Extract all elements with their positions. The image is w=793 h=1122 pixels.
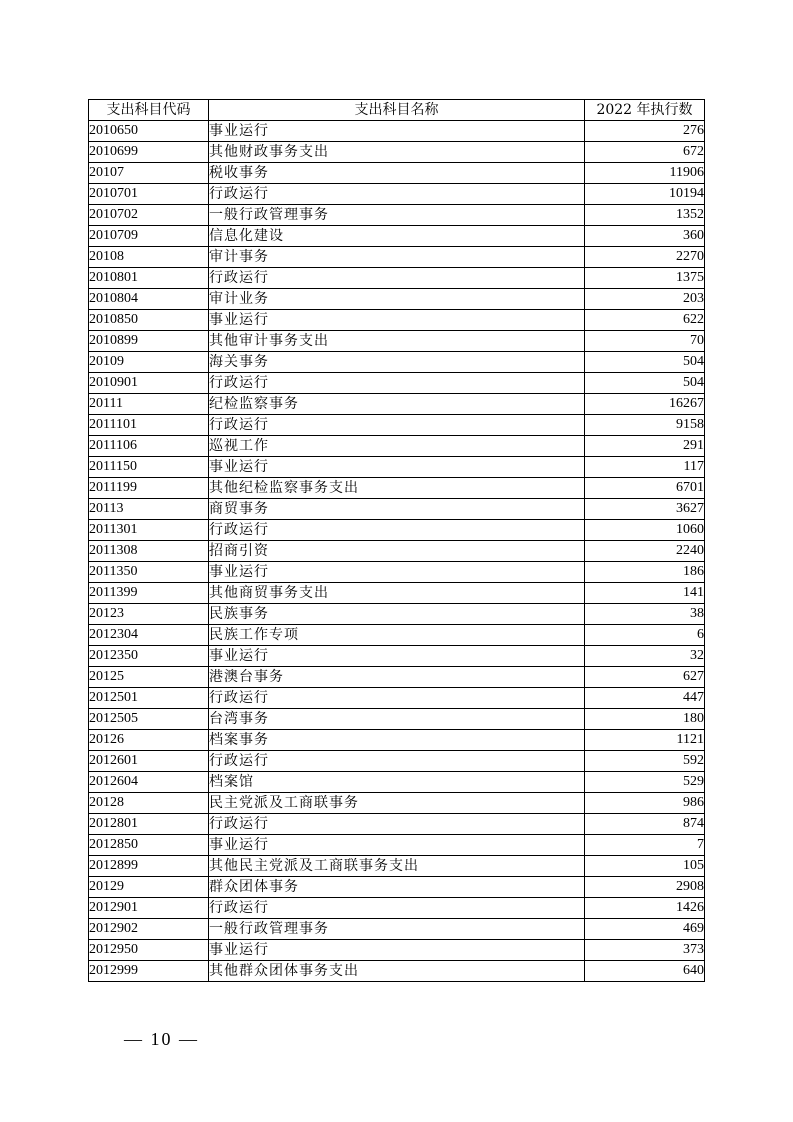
row-amount: 360 (585, 226, 705, 247)
row-code: 2010801 (89, 268, 209, 289)
table-row (89, 688, 705, 709)
table-row (89, 121, 705, 142)
table-row (89, 877, 705, 898)
row-name: 其他财政事务支出 (209, 142, 585, 163)
row-code: 2012850 (89, 835, 209, 856)
row-code: 20107 (89, 163, 209, 184)
row-amount: 11906 (585, 163, 705, 184)
row-amount: 373 (585, 940, 705, 961)
row-code: 2012950 (89, 940, 209, 961)
row-name: 税收事务 (209, 163, 585, 184)
row-amount: 1375 (585, 268, 705, 289)
table-row (89, 646, 705, 667)
row-code: 2012304 (89, 625, 209, 646)
row-amount: 3627 (585, 499, 705, 520)
row-code: 2012902 (89, 919, 209, 940)
row-amount: 117 (585, 457, 705, 478)
table-row (89, 940, 705, 961)
table-row (89, 793, 705, 814)
table-row (89, 562, 705, 583)
row-code: 2011101 (89, 415, 209, 436)
row-code: 20113 (89, 499, 209, 520)
table-row (89, 856, 705, 877)
row-amount: 1426 (585, 898, 705, 919)
row-amount: 10194 (585, 184, 705, 205)
row-code: 2010650 (89, 121, 209, 142)
row-name: 事业运行 (209, 562, 585, 583)
row-amount: 105 (585, 856, 705, 877)
row-amount: 6 (585, 625, 705, 646)
row-name: 审计事务 (209, 247, 585, 268)
row-code: 2012801 (89, 814, 209, 835)
row-code: 20125 (89, 667, 209, 688)
row-code: 2012604 (89, 772, 209, 793)
table-row (89, 772, 705, 793)
row-code: 2011350 (89, 562, 209, 583)
row-code: 2012999 (89, 961, 209, 982)
row-code: 2012501 (89, 688, 209, 709)
table-row (89, 814, 705, 835)
row-name: 行政运行 (209, 373, 585, 394)
row-amount: 504 (585, 373, 705, 394)
row-code: 2011150 (89, 457, 209, 478)
row-name: 其他纪检监察事务支出 (209, 478, 585, 499)
row-name: 行政运行 (209, 814, 585, 835)
table-row (89, 751, 705, 772)
row-amount: 203 (585, 289, 705, 310)
row-amount: 622 (585, 310, 705, 331)
row-amount: 9158 (585, 415, 705, 436)
table-row (89, 163, 705, 184)
row-name: 其他审计事务支出 (209, 331, 585, 352)
row-amount: 291 (585, 436, 705, 457)
table-row (89, 709, 705, 730)
row-code: 2012505 (89, 709, 209, 730)
table-row (89, 541, 705, 562)
row-amount: 874 (585, 814, 705, 835)
table-row (89, 520, 705, 541)
row-name: 一般行政管理事务 (209, 205, 585, 226)
row-amount: 592 (585, 751, 705, 772)
row-code: 2010850 (89, 310, 209, 331)
budget-table (88, 99, 705, 982)
row-name: 事业运行 (209, 835, 585, 856)
row-amount: 1352 (585, 205, 705, 226)
row-name: 其他群众团体事务支出 (209, 961, 585, 982)
row-code: 2010699 (89, 142, 209, 163)
row-code: 2011301 (89, 520, 209, 541)
row-name: 事业运行 (209, 121, 585, 142)
row-name: 海关事务 (209, 352, 585, 373)
row-name: 商贸事务 (209, 499, 585, 520)
table-row (89, 478, 705, 499)
page-number: — 10 — (124, 1029, 199, 1049)
row-name: 事业运行 (209, 310, 585, 331)
row-amount: 38 (585, 604, 705, 625)
row-name: 群众团体事务 (209, 877, 585, 898)
header-name: 支出科目名称 (209, 100, 585, 121)
row-amount: 447 (585, 688, 705, 709)
row-name: 档案馆 (209, 772, 585, 793)
table-row (89, 205, 705, 226)
table-row (89, 142, 705, 163)
table-row (89, 310, 705, 331)
row-amount: 1121 (585, 730, 705, 751)
row-amount: 529 (585, 772, 705, 793)
row-code: 2010901 (89, 373, 209, 394)
row-code: 2010702 (89, 205, 209, 226)
row-code: 20109 (89, 352, 209, 373)
row-name: 民族工作专项 (209, 625, 585, 646)
table-row (89, 730, 705, 751)
table-body (89, 121, 705, 982)
header-code: 支出科目代码 (89, 100, 209, 121)
row-code: 2010804 (89, 289, 209, 310)
table-row (89, 394, 705, 415)
row-amount: 672 (585, 142, 705, 163)
table-row (89, 289, 705, 310)
row-name: 一般行政管理事务 (209, 919, 585, 940)
table-row (89, 898, 705, 919)
row-amount: 7 (585, 835, 705, 856)
row-code: 2010709 (89, 226, 209, 247)
row-amount: 6701 (585, 478, 705, 499)
table-row (89, 226, 705, 247)
row-amount: 180 (585, 709, 705, 730)
row-code: 20111 (89, 394, 209, 415)
row-code: 20123 (89, 604, 209, 625)
row-name: 行政运行 (209, 415, 585, 436)
row-code: 2010701 (89, 184, 209, 205)
row-amount: 70 (585, 331, 705, 352)
table-row (89, 499, 705, 520)
row-code: 20129 (89, 877, 209, 898)
header-amount: 2022 年执行数 (585, 100, 705, 121)
row-name: 巡视工作 (209, 436, 585, 457)
row-amount: 469 (585, 919, 705, 940)
table-row (89, 352, 705, 373)
row-name: 档案事务 (209, 730, 585, 751)
row-name: 事业运行 (209, 646, 585, 667)
table-row (89, 457, 705, 478)
table-row (89, 184, 705, 205)
table-row (89, 604, 705, 625)
row-name: 民主党派及工商联事务 (209, 793, 585, 814)
row-name: 事业运行 (209, 940, 585, 961)
table-row (89, 919, 705, 940)
row-name: 信息化建设 (209, 226, 585, 247)
row-name: 招商引资 (209, 541, 585, 562)
table-row (89, 667, 705, 688)
row-code: 2011199 (89, 478, 209, 499)
row-name: 行政运行 (209, 688, 585, 709)
row-amount: 1060 (585, 520, 705, 541)
table-row (89, 961, 705, 982)
row-name: 其他商贸事务支出 (209, 583, 585, 604)
row-amount: 640 (585, 961, 705, 982)
row-amount: 141 (585, 583, 705, 604)
row-name: 其他民主党派及工商联事务支出 (209, 856, 585, 877)
row-code: 2012901 (89, 898, 209, 919)
row-amount: 2270 (585, 247, 705, 268)
row-code: 2012350 (89, 646, 209, 667)
table-row (89, 373, 705, 394)
row-amount: 276 (585, 121, 705, 142)
row-amount: 986 (585, 793, 705, 814)
row-name: 民族事务 (209, 604, 585, 625)
row-amount: 2240 (585, 541, 705, 562)
table-header-row (89, 100, 705, 121)
row-amount: 16267 (585, 394, 705, 415)
row-name: 行政运行 (209, 520, 585, 541)
table-row (89, 268, 705, 289)
table-row (89, 436, 705, 457)
row-name: 纪检监察事务 (209, 394, 585, 415)
row-name: 行政运行 (209, 184, 585, 205)
row-code: 2012899 (89, 856, 209, 877)
table-row (89, 247, 705, 268)
row-code: 20108 (89, 247, 209, 268)
table-row (89, 835, 705, 856)
row-code: 2010899 (89, 331, 209, 352)
row-name: 港澳台事务 (209, 667, 585, 688)
row-name: 行政运行 (209, 268, 585, 289)
table-row (89, 583, 705, 604)
row-code: 2012601 (89, 751, 209, 772)
table-row (89, 415, 705, 436)
row-code: 2011399 (89, 583, 209, 604)
row-code: 20128 (89, 793, 209, 814)
row-name: 事业运行 (209, 457, 585, 478)
row-amount: 32 (585, 646, 705, 667)
row-amount: 627 (585, 667, 705, 688)
table-row (89, 625, 705, 646)
row-amount: 186 (585, 562, 705, 583)
row-code: 2011106 (89, 436, 209, 457)
row-amount: 2908 (585, 877, 705, 898)
row-name: 行政运行 (209, 898, 585, 919)
row-name: 台湾事务 (209, 709, 585, 730)
row-code: 2011308 (89, 541, 209, 562)
row-name: 审计业务 (209, 289, 585, 310)
row-amount: 504 (585, 352, 705, 373)
row-code: 20126 (89, 730, 209, 751)
row-name: 行政运行 (209, 751, 585, 772)
table-row (89, 331, 705, 352)
